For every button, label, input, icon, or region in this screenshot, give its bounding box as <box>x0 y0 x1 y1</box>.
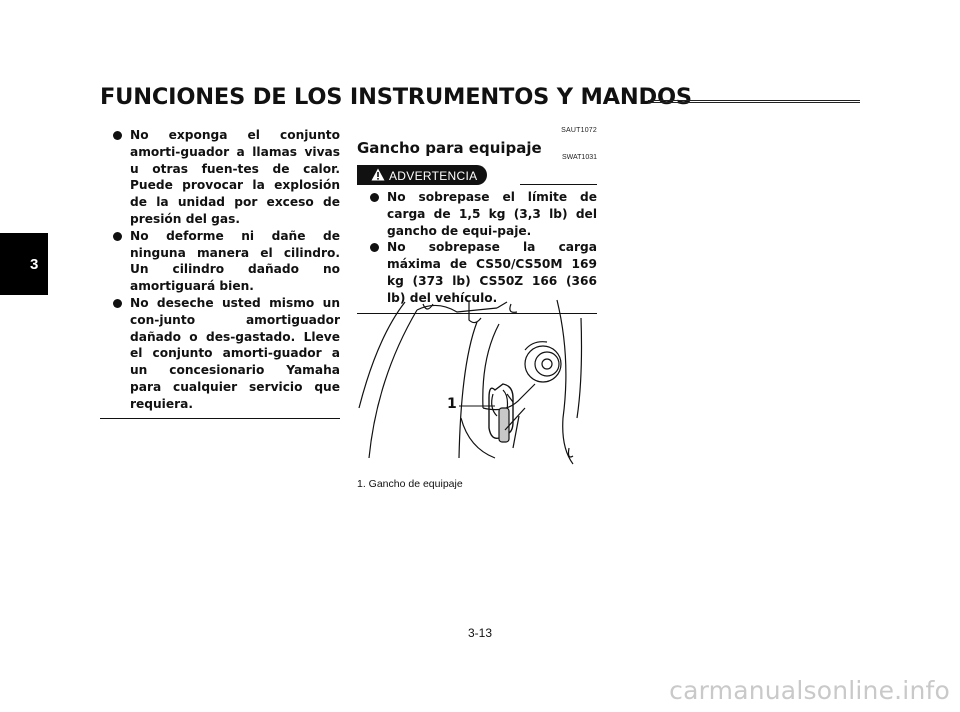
list-item-text: No exponga el conjunto amorti-guador a llamas vivas u otras fuen-tes de calor. Puede provocar la explosión de la unidad por exceso de presión del gas. <box>130 128 340 226</box>
right-column <box>357 127 597 314</box>
warning-list-left <box>100 127 340 413</box>
list-item <box>357 239 597 306</box>
bullet-icon <box>370 243 379 252</box>
watermark: carmanualsonline.info <box>669 676 950 705</box>
bullet-icon <box>370 193 379 202</box>
warning-triangle-icon <box>371 168 385 181</box>
warning-list-right <box>357 189 597 307</box>
list-item <box>100 228 340 295</box>
warning-rule <box>520 184 597 185</box>
section-code: SAUT1072 <box>561 127 597 134</box>
list-item-text: No sobrepase la carga máxima de CS50/CS50M 169 kg (373 lb) CS50Z 166 (366 lb) del vehículo. <box>387 240 597 305</box>
page-number: 3-13 <box>467 626 493 640</box>
callout-number: 1 <box>447 396 457 412</box>
list-item <box>357 189 597 239</box>
list-item-text: No sobrepase el límite de carga de 1,5 kg (3,3 lb) del gancho de equi-paje. <box>387 190 597 238</box>
page-title: FUNCIONES DE LOS INSTRUMENTOS Y MANDOS <box>100 84 692 110</box>
luggage-hook-illustration <box>357 298 589 466</box>
bullet-icon <box>113 131 122 140</box>
list-item <box>100 127 340 228</box>
section-title: Gancho para equipaje <box>357 139 542 157</box>
page-header <box>100 84 860 110</box>
chapter-number: 3 <box>30 255 39 273</box>
warning-code: SWAT1031 <box>561 154 597 161</box>
bullet-icon <box>113 299 122 308</box>
warning-header <box>357 165 597 187</box>
list-item-text: No deforme ni dañe de ninguna manera el cilindro. Un cilindro dañado no amortiguará bien. <box>130 228 340 294</box>
list-item-text: No deseche usted mismo un con-junto amortiguador dañado o des-gastado. Lleve el conjunto amorti-guador a un concesionario Yamaha para cualquier servicio que requiera. <box>130 295 340 411</box>
warning-label: ADVERTENCIA <box>389 169 478 183</box>
figure-caption: 1. Gancho de equipaje <box>357 478 463 490</box>
header-rule <box>648 100 860 103</box>
scooter-hook-drawing <box>357 298 589 466</box>
warning-badge <box>357 165 487 185</box>
section-end-rule <box>100 418 340 419</box>
bullet-icon <box>113 232 122 241</box>
chapter-tab <box>0 233 48 295</box>
left-column <box>100 127 340 419</box>
list-item <box>100 295 340 413</box>
